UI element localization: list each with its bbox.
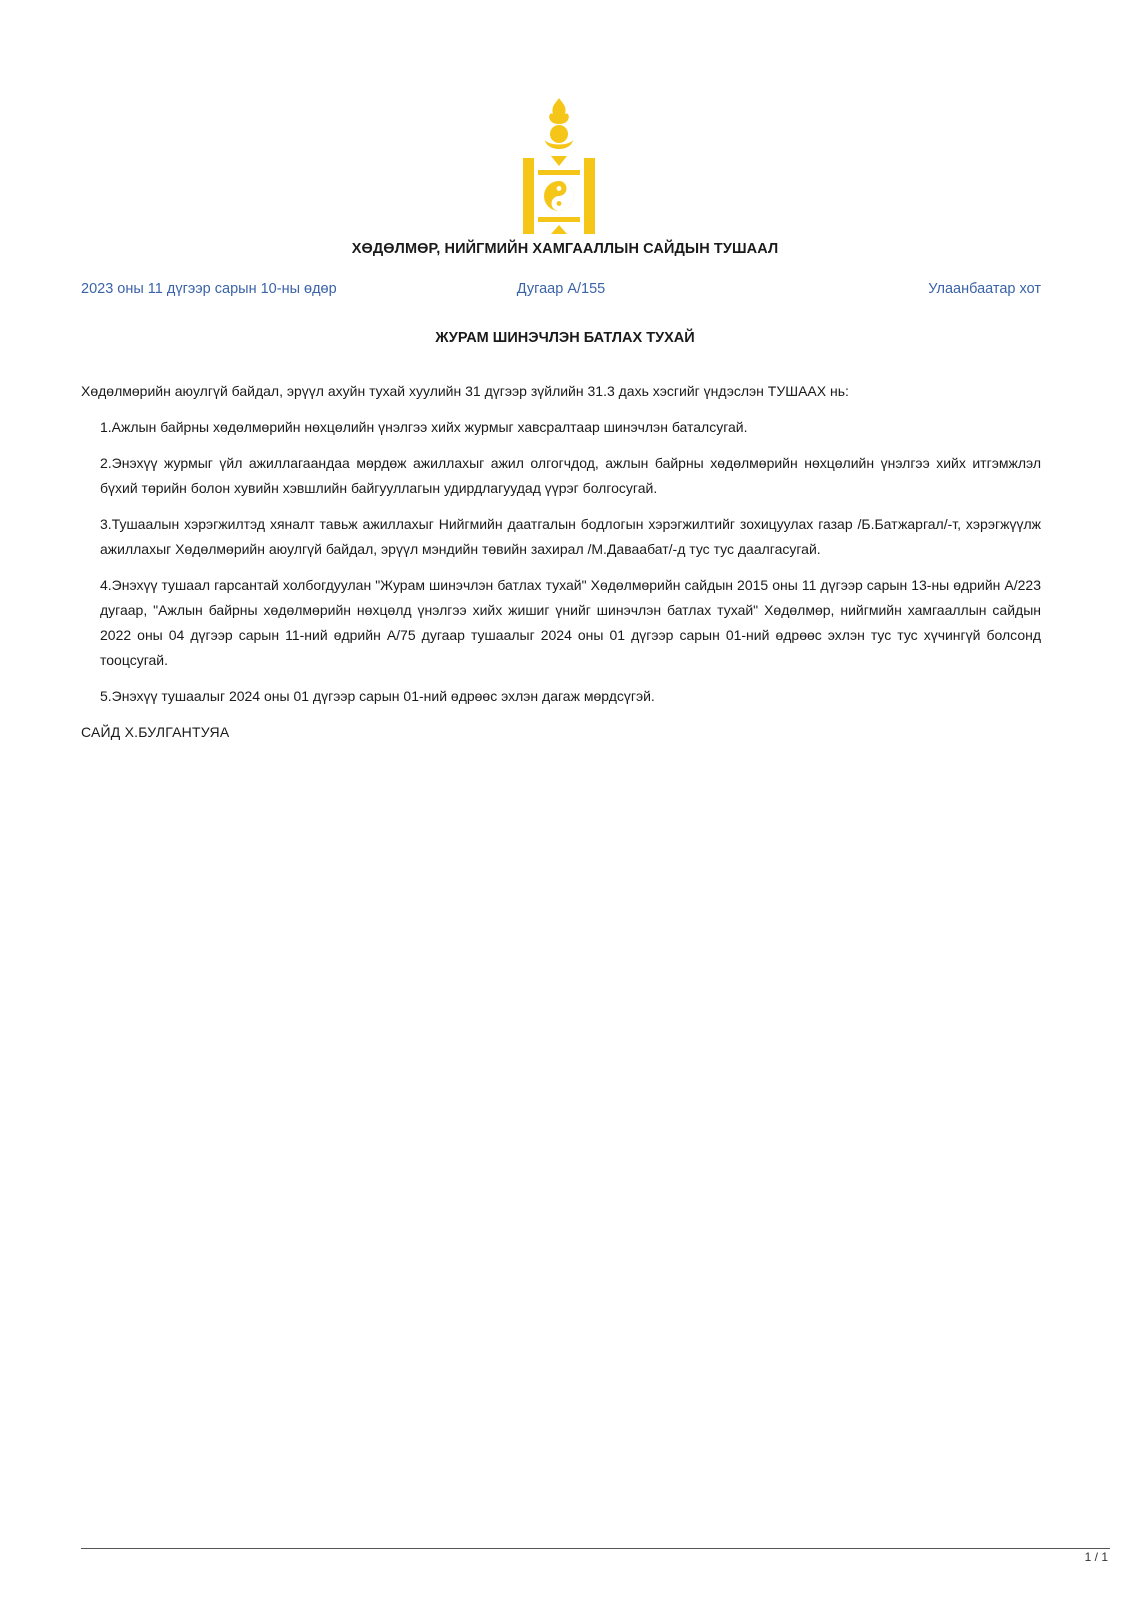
document-title: ХӨДӨЛМӨР, НИЙГМИЙН ХАМГААЛЛЫН САЙДЫН ТУШААЛ bbox=[351, 241, 779, 257]
soyombo-emblem bbox=[523, 96, 595, 236]
order-place: Улаанбаатар хот bbox=[928, 281, 1041, 297]
signature-line: САЙД Х.БУЛГАНТУЯА bbox=[81, 724, 230, 740]
clause-4: 4.Энэхүү тушаал гарсантай холбогдуулан "Журам шинэчлэн батлах тухай" Хөдөлмөрийн сайдын 2015 оны 11 дүгээр сарын 13-ны өдрийн А/223 дугаар, "Ажлын байрны хөдөлмөрийн нөхцөлд үнэлгээ хийх жишиг үнийг шинэчлэн батлах тухай" Хөдөлмөр, нийгмийн хамгааллын сайдын 2022 оны 04 дүгээр сарын 11-ний өдрийн А/75 дугаар тушаалыг 2024 оны 01 дүгээр сарын 01-ний өдрөөс эхлэн тус тус хүчингүй болсонд тооцсугай. bbox=[100, 577, 1041, 668]
clause-2: 2.Энэхүү журмыг үйл ажиллагаандаа мөрдөж ажиллахыг ажил олгогчдод, ажлын байрны хөдөлмөрийн нөхцөлийн үнэлгээ хийх итгэмжлэл бүхий төрийн болон хувийн хэвшлийн байгууллагын удирдлагуудад үүрэг болгосугай. bbox=[100, 455, 1041, 496]
document-meta bbox=[81, 281, 1041, 301]
preamble-paragraph: Хөдөлмөрийн аюулгүй байдал, эрүүл ахуйн тухай хуулийн 31 дүгээр зүйлийн 31.3 дахь хэсгийг үндэслэн ТУШААХ нь: bbox=[81, 383, 849, 399]
document-body bbox=[81, 379, 1041, 745]
order-number: Дугаар А/155 bbox=[516, 281, 606, 297]
footer-divider bbox=[81, 1548, 1110, 1549]
page-number: 1 / 1 bbox=[1084, 1550, 1108, 1564]
document-subject: ЖУРАМ ШИНЭЧЛЭН БАТЛАХ ТУХАЙ bbox=[435, 330, 695, 346]
clause-1: 1.Ажлын байрны хөдөлмөрийн нөхцөлийн үнэлгээ хийх журмыг хавсралтаар шинэчлэн баталсугай. bbox=[100, 419, 748, 435]
order-date: 2023 оны 11 дүгээр сарын 10-ны өдөр bbox=[81, 281, 337, 297]
clause-5: 5.Энэхүү тушаалыг 2024 оны 01 дүгээр сарын 01-ний өдрөөс эхлэн дагаж мөрдсүгэй. bbox=[100, 688, 655, 704]
clause-3: 3.Тушаалын хэрэгжилтэд хяналт тавьж ажиллахыг Нийгмийн даатгалын бодлогын хэрэгжилтийг зохицуулах газар /Б.Батжаргал/-т, хэрэгжүүлж ажиллахыг Хөдөлмөрийн аюулгүй байдал, эрүүл мэндийн төвийн захирал /М.Даваабат/-д тус тус даалгасугай. bbox=[100, 516, 1041, 557]
